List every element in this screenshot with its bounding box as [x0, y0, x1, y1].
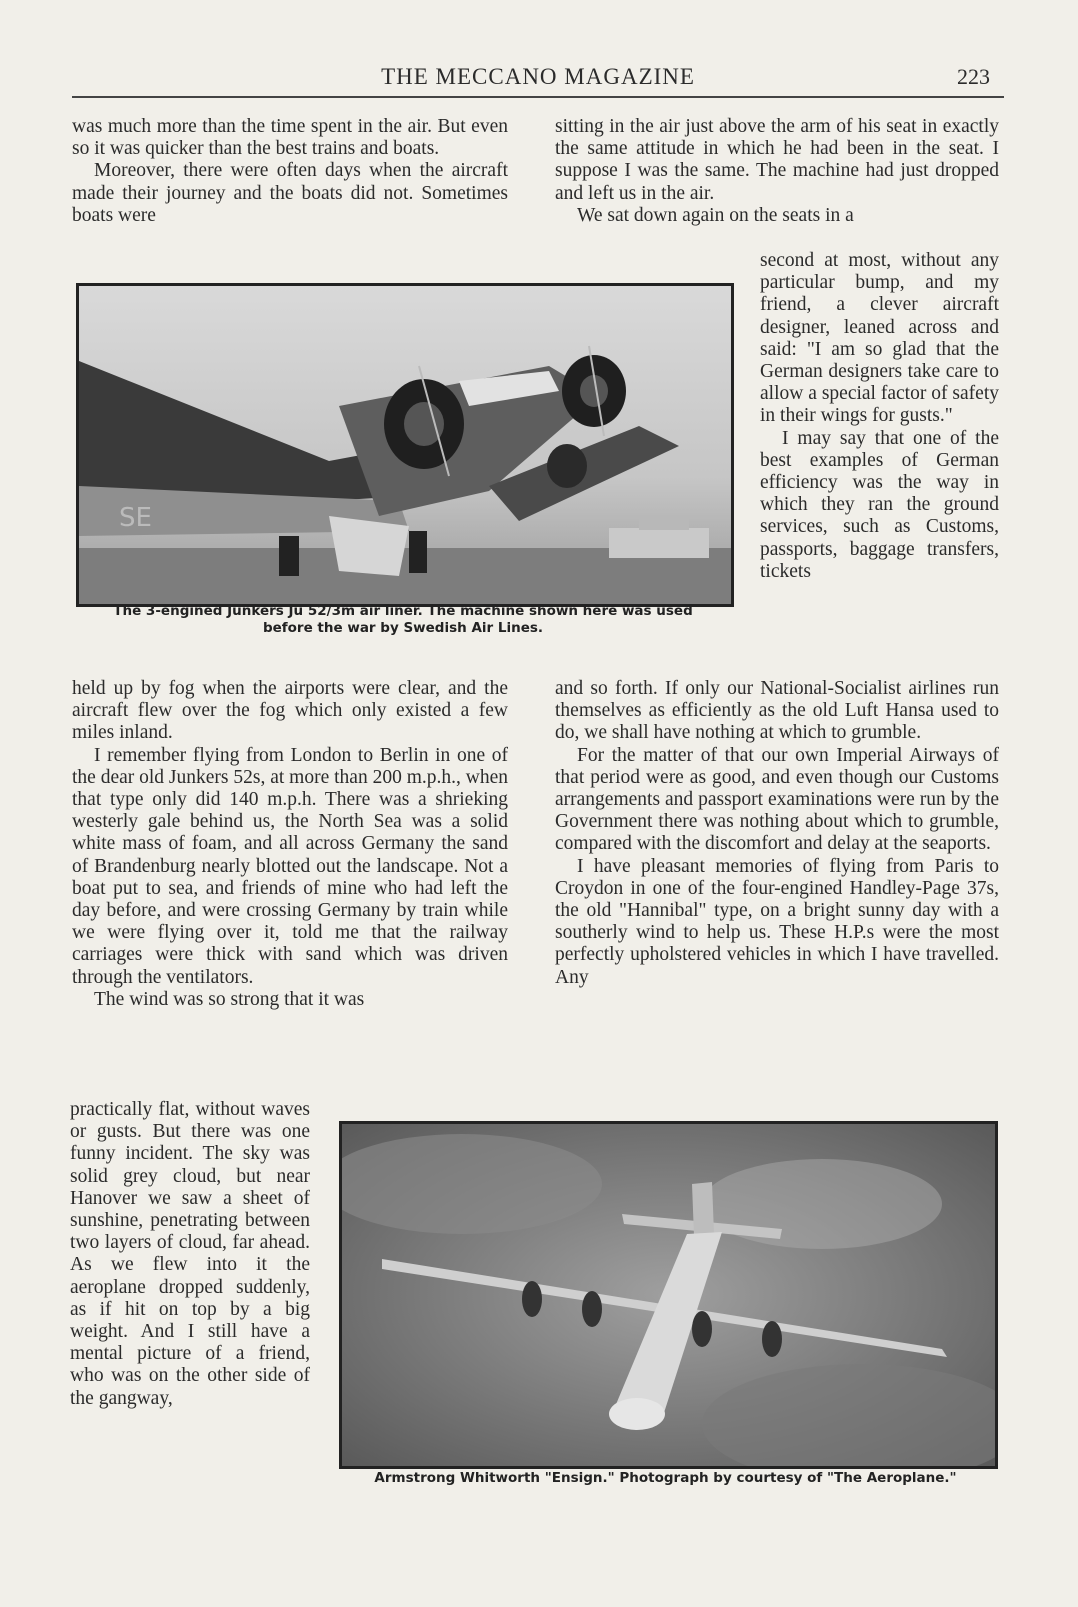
paragraph: For the matter of that our own Imperial Airways of that period were as good, and even though our Customs arrangements and passport examinations were run by the Government there was nothing about which to grumble, compared with the discomfort and delay at the seaports.: [555, 744, 999, 855]
ensign-aircraft-image: [342, 1124, 995, 1466]
paragraph: and so forth. If only our National-Socialist airlines run themselves as efficiently as the old Luft Hansa used to do, we shall have nothing at which to grumble.: [555, 678, 999, 744]
right-narrow-column: [760, 250, 999, 583]
paragraph: held up by fog when the airports were clear, and the aircraft flew over the fog which only existed a few miles inland.: [72, 678, 508, 744]
junkers-caption-line-2: before the war by Swedish Air Lines.: [262, 620, 544, 636]
paragraph: I have pleasant memories of flying from Paris to Croydon in one of the four-engined Handley-Page 37s, the old "Hannibal" type, on a bright sunny day with a southerly wind to help us. These H.P.s were the most perfectly upholstered vehicles in which I have travelled. Any: [555, 855, 999, 988]
left-column-middle: [72, 678, 508, 1011]
paragraph: was much more than the time spent in the air. But even so it was quicker than the best trains and boats.: [72, 116, 508, 160]
svg-text:SE: SE: [119, 503, 152, 533]
right-column-top: [555, 116, 999, 227]
junkers-aircraft-image: [79, 286, 731, 604]
paragraph: I remember flying from London to Berlin in one of the dear old Junkers 52s, at more than 200 m.p.h., when that type only did 140 m.p.h. There was a shrieking westerly gale behind us, the North Sea was a solid white mass of foam, and all across Germany the sand of Brandenburg nearly blotted out the landscape. Not a boat put to sea, and friends of mine who had left the day before, and were crossing Germany by train while we were flying over it, told me that the railway carriages were thick with sand which was driven through the ventilators.: [72, 744, 508, 988]
paragraph: practically flat, without waves or gusts. But there was one funny incident. The sky was solid grey cloud, but near Hanover we saw a sheet of sunshine, penetrating between two layers of cloud, far ahead. As we flew into it the aeroplane dropped suddenly, as if hit on top by a big weight. And I still have a mental picture of a friend, who was on the other side of the gangway,: [70, 1099, 310, 1409]
ensign-caption: Armstrong Whitworth "Ensign." Photograph by courtesy of "The Aeroplane.": [374, 1470, 957, 1486]
junkers-caption-line-1: The 3-engined Junkers Ju 52/3m air liner. The machine shown here was used: [113, 603, 693, 619]
junkers-caption: [70, 603, 736, 637]
page-number: 223: [957, 64, 990, 89]
paragraph: Moreover, there were often days when the aircraft made their journey and the boats did not. Sometimes boats were: [72, 160, 508, 226]
left-column-bottom: [70, 1099, 310, 1410]
magazine-title: THE MECCANO MAGAZINE: [381, 64, 695, 89]
paragraph: second at most, without any particular bump, and my friend, a clever aircraft designer, leaned across and said: "I am so glad that the German designers take care to allow a special factor of safety in their wings for gusts.": [760, 250, 999, 427]
page-header: [72, 62, 1004, 98]
paragraph: The wind was so strong that it was: [94, 988, 365, 1010]
right-column-middle: [555, 678, 999, 989]
junkers-ju52-photo: [76, 283, 734, 607]
left-column-top: [72, 116, 508, 227]
paragraph: sitting in the air just above the arm of his seat in exactly the same attitude in which he had been in the seat. I suppose I was the same. The machine had just dropped and left us in the air.: [555, 116, 999, 204]
paragraph: I may say that one of the best examples of German efficiency was the way in which they ran the ground services, such as Customs, passports, baggage transfers, tickets: [760, 427, 999, 582]
ensign-photo: [339, 1121, 998, 1469]
paragraph: We sat down again on the seats in a: [577, 204, 854, 226]
